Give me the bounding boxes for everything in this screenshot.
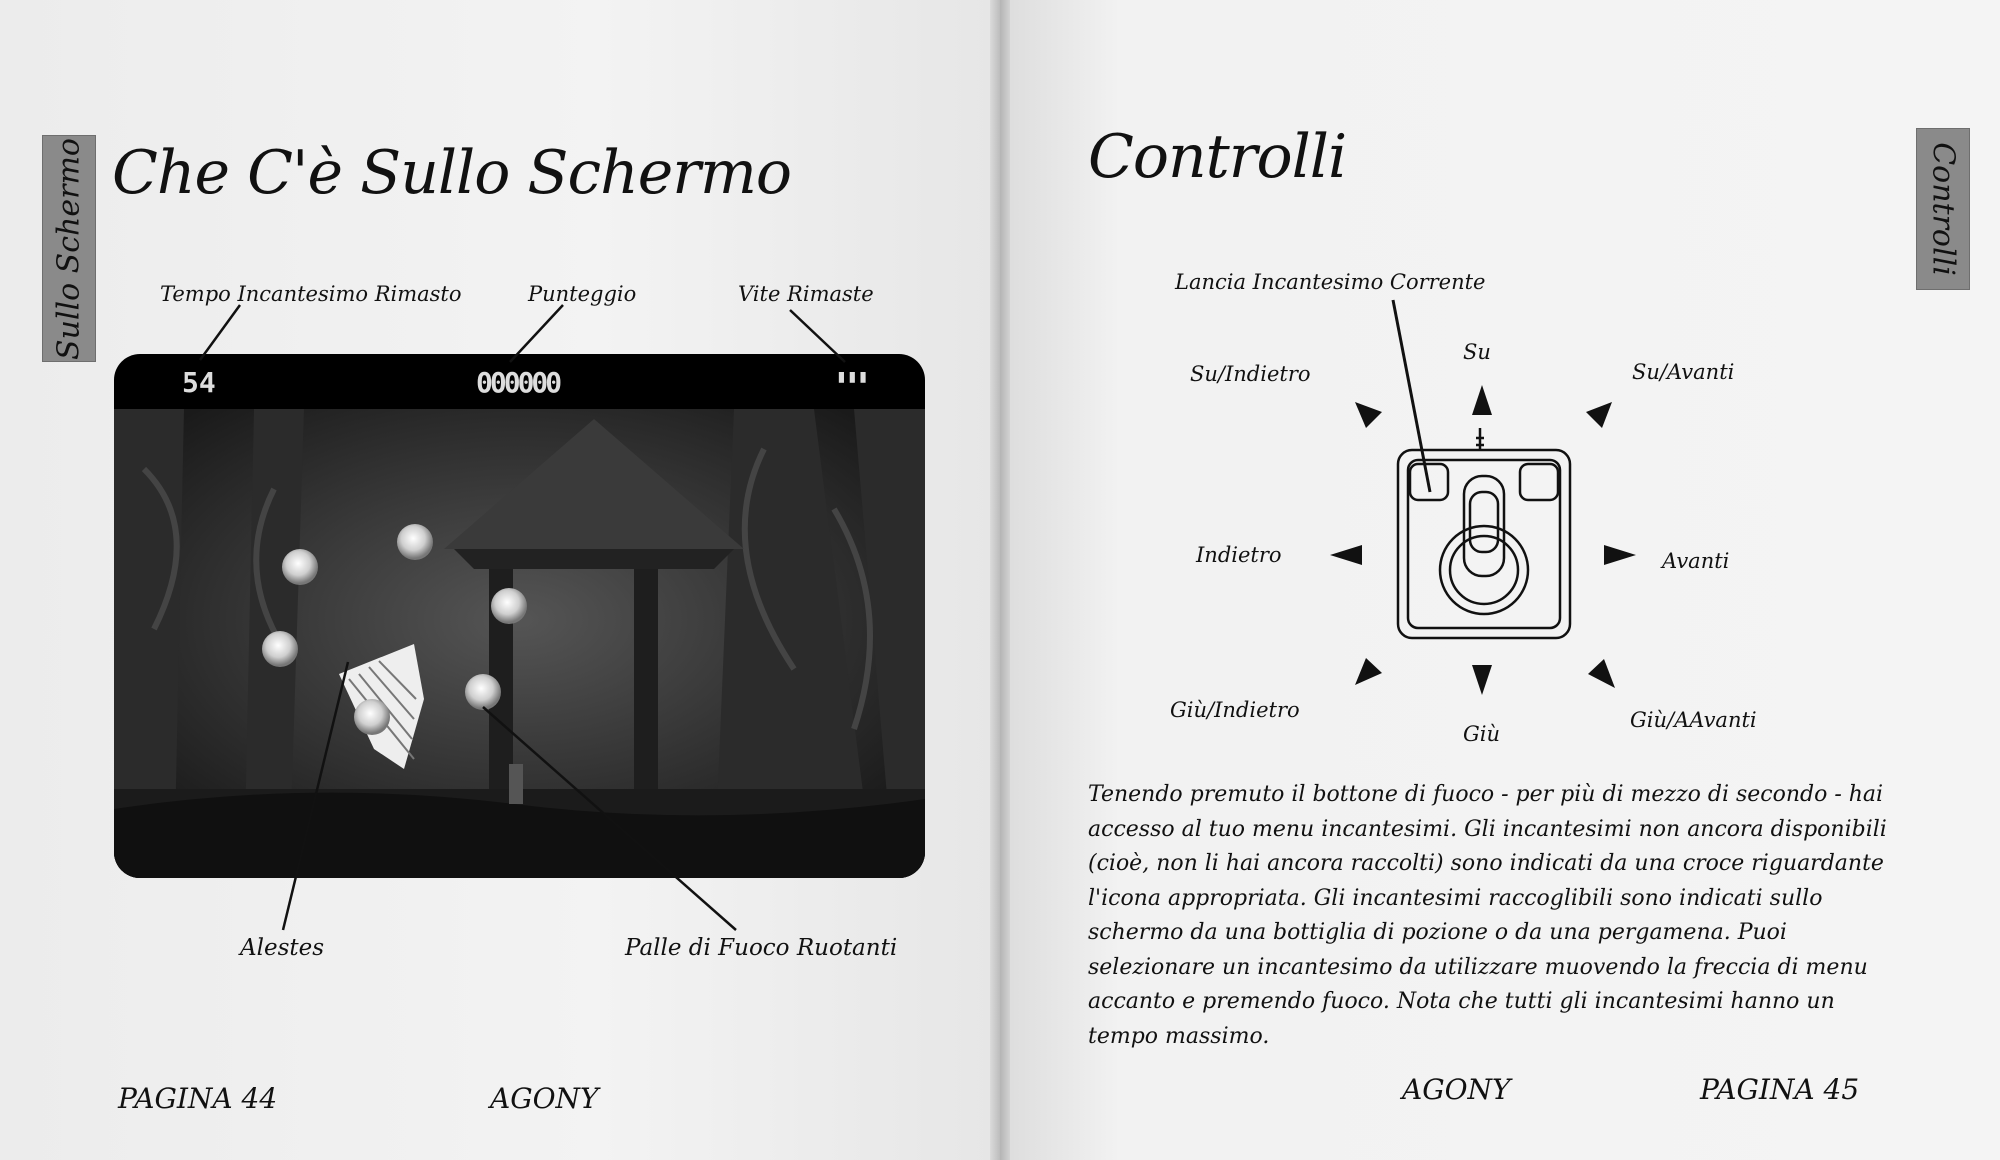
arrow-down-left-icon — [1355, 658, 1382, 685]
label-up-forward: Su/Avanti — [1632, 360, 1735, 384]
footer-page-number: PAGINA 45 — [1700, 1073, 1860, 1106]
footer-game-title: AGONY — [490, 1082, 599, 1115]
arrow-left-icon — [1330, 545, 1362, 565]
label-spell-time: Tempo Incantesimo Rimasto — [160, 282, 462, 306]
game-scene — [114, 409, 925, 878]
label-back: Indietro — [1196, 543, 1282, 567]
hud-spell-time: 54 — [182, 366, 216, 399]
book-spine — [990, 0, 1010, 1160]
label-forward: Avanti — [1662, 549, 1730, 573]
arrow-right-icon — [1604, 545, 1636, 565]
direction-arrows — [1330, 385, 1636, 695]
side-tab-sullo-schermo — [42, 135, 96, 362]
label-score: Punteggio — [528, 282, 637, 306]
arrow-down-right-icon — [1588, 659, 1615, 688]
hud-lives: ▮▮▮ — [836, 366, 869, 387]
game-screenshot — [114, 354, 925, 878]
label-fire: Lancia Incantesimo Corrente — [1175, 270, 1486, 294]
label-down-forward: Giù/AAvanti — [1630, 708, 1757, 732]
side-tab-label: Sullo Schermo — [51, 137, 87, 360]
label-alestes: Alestes — [240, 935, 325, 961]
label-up: Su — [1463, 340, 1491, 364]
page-title: Che C'è Sullo Schermo — [112, 138, 791, 208]
hud-score: 000000 — [476, 366, 560, 399]
label-fireballs: Palle di Fuoco Ruotanti — [625, 935, 898, 961]
controls-description: Tenendo premuto il bottone di fuoco - per più di mezzo di secondo - hai accesso al tuo menu incantesimi. Gli incantesimi non ancora disponibili (cioè, non li hai ancora raccolti) sono indicati da una croce riguardante l'icona appropriata. Gli incantesimi raccoglibili sono indicati sullo schermo da una bottiglia di pozione o da una pergamena. Puoi selezionare un incantesimo da utilizzare muovendo la freccia di menu accanto e premendo fuoco. Nota che tutti gli incantesimi hanno un tempo massimo. — [1088, 782, 1887, 1049]
side-tab-label: Controlli — [1925, 142, 1961, 276]
arrow-down-icon — [1472, 665, 1492, 695]
page-title: Controlli — [1088, 122, 1347, 192]
arrow-up-left-icon — [1355, 402, 1382, 428]
footer-page-number: PAGINA 44 — [118, 1082, 278, 1115]
wizard-figure — [509, 764, 523, 804]
label-up-back: Su/Indietro — [1190, 362, 1311, 386]
label-down: Giù — [1463, 722, 1501, 746]
label-down-back: Giù/Indietro — [1170, 698, 1300, 722]
arrow-up-right-icon — [1586, 402, 1612, 428]
arrow-up-icon — [1472, 385, 1492, 415]
label-lives: Vite Rimaste — [738, 282, 874, 306]
right-page — [1000, 0, 2000, 1160]
footer-game-title: AGONY — [1402, 1073, 1511, 1106]
